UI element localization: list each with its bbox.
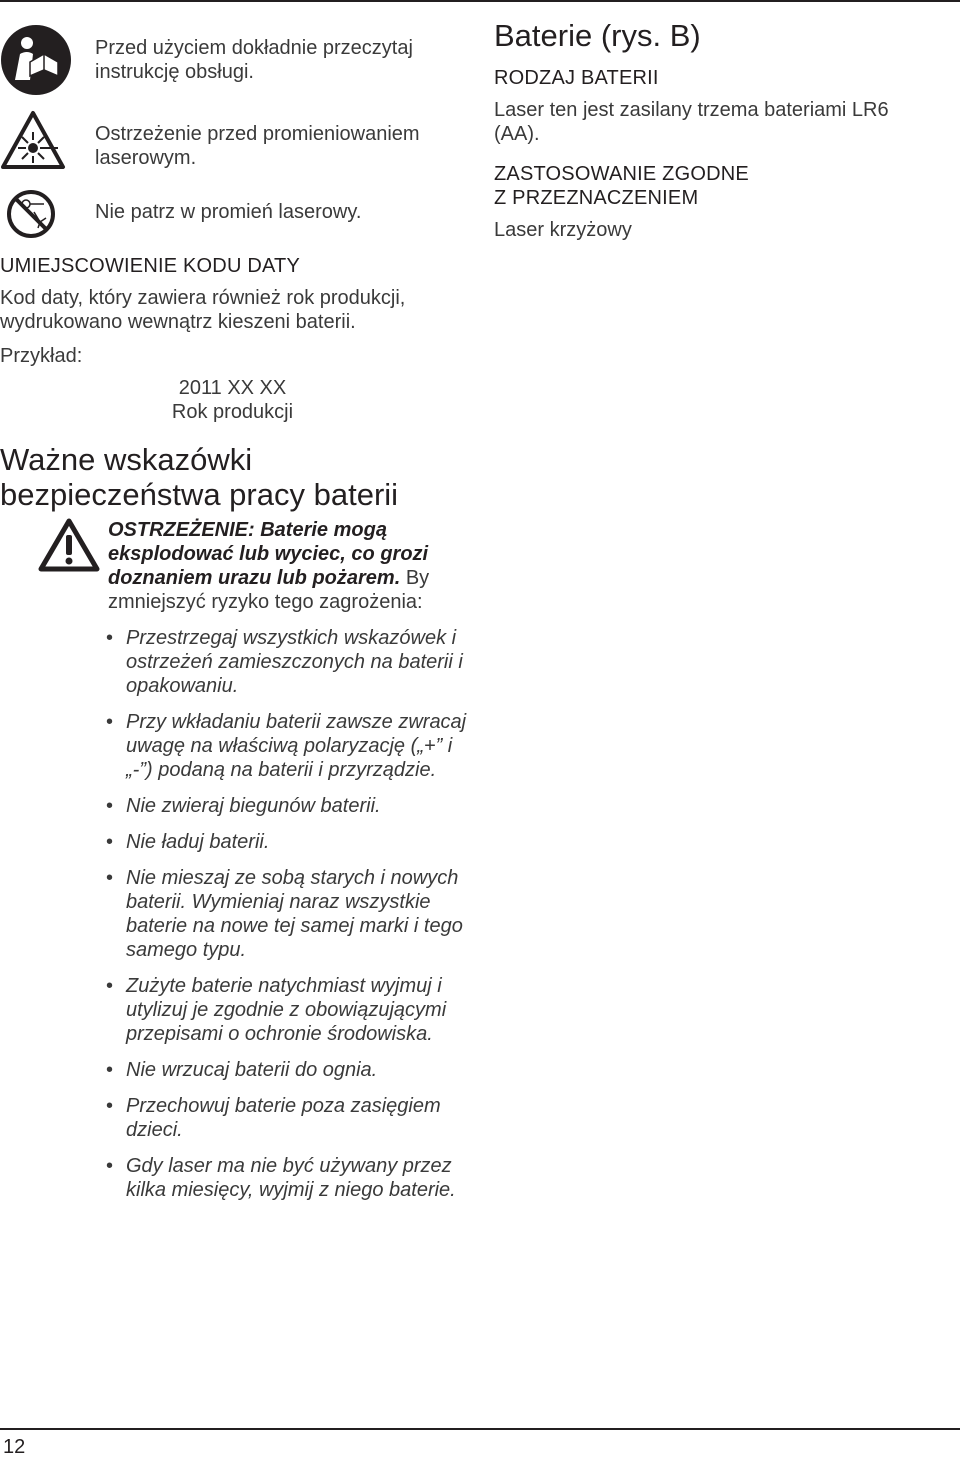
bottom-rule — [0, 1428, 960, 1430]
intended-use-text: Laser krzyżowy — [494, 219, 632, 241]
date-code-heading: UMIEJSCOWIENIE KODU DATY — [0, 255, 301, 277]
no-eye-exposure-icon — [0, 188, 62, 245]
warning-plain: By zmniejszyć ryzyko tego zagrożenia: — [108, 567, 430, 613]
list-item: • Nie zwieraj biegunów baterii. — [106, 795, 381, 817]
list-item: • Przy wkładaniu baterii zawsze zwracaj uwagę na właściwą polaryzację („+” i „-”) podaną na baterii i przyrządzie. — [106, 711, 467, 781]
icon-text-read-manual: Przed użyciem dokładnie przeczytaj instrukcję obsługi. — [95, 37, 413, 83]
date-code-example-label: Przykład: — [0, 345, 83, 367]
list-item: • Zużyte baterie natychmiast wyjmuj i utylizuj je zgodnie z obowiązującymi przepisami o ochronie środowiska. — [106, 975, 447, 1045]
date-code-example: 2011 XX XX — [178, 377, 287, 399]
safety-heading — [0, 442, 398, 512]
list-item: • Nie mieszaj ze sobą starych i nowych baterii. Wymieniaj naraz wszystkie baterie na nowe tej samej marki i tego samego typu. — [106, 867, 463, 961]
page-number: 12 — [3, 1436, 26, 1458]
intended-use-heading-line1: ZASTOSOWANIE ZGODNE — [494, 163, 749, 185]
safety-heading-line1: Ważne wskazówki — [0, 442, 253, 477]
laser-warning-icon — [0, 110, 66, 175]
battery-type-heading: RODZAJ BATERII — [494, 67, 659, 89]
icon-text-no-eye-exposure: Nie patrz w promień laserowy. — [95, 201, 362, 223]
warning-bold: OSTRZEŻENIE: Baterie mogą eksplodować lub wyciec, co grozi doznaniem urazu lub pożarem. — [108, 519, 429, 589]
list-item: • Gdy laser ma nie być używany przez kilka miesięcy, wyjmij z niego baterie. — [106, 1155, 456, 1201]
intended-use-heading-line2: Z PRZEZNACZENIEM — [494, 187, 699, 209]
list-item: • Nie ładuj baterii. — [106, 831, 270, 853]
warning-triangle-icon — [38, 518, 100, 577]
list-item: • Nie wrzucaj baterii do ognia. — [106, 1059, 378, 1081]
safety-bullet-list — [106, 626, 476, 1214]
list-item: • Przestrzegaj wszystkich wskazówek i ostrzeżeń zamieszczonych na baterii i opakowaniu. — [106, 627, 463, 697]
list-item: • Przechowuj baterie poza zasięgiem dzieci. — [106, 1095, 441, 1141]
date-code-text: Kod daty, który zawiera również rok produkcji, wydrukowano wewnątrz kieszeni baterii. — [0, 287, 406, 333]
date-code-caption: Rok produkcji — [171, 401, 294, 423]
intended-use-heading — [494, 162, 749, 210]
warning-text — [108, 518, 468, 614]
read-manual-icon — [0, 24, 72, 101]
battery-type-text: Laser ten jest zasilany trzema bateriami LR6 (AA). — [494, 99, 889, 145]
batteries-heading: Baterie (rys. B) — [494, 18, 701, 53]
icon-text-laser-warning: Ostrzeżenie przed promieniowaniem laserowym. — [95, 123, 420, 169]
safety-heading-line2: bezpieczeństwa pracy baterii — [0, 477, 399, 512]
top-rule — [0, 0, 960, 2]
